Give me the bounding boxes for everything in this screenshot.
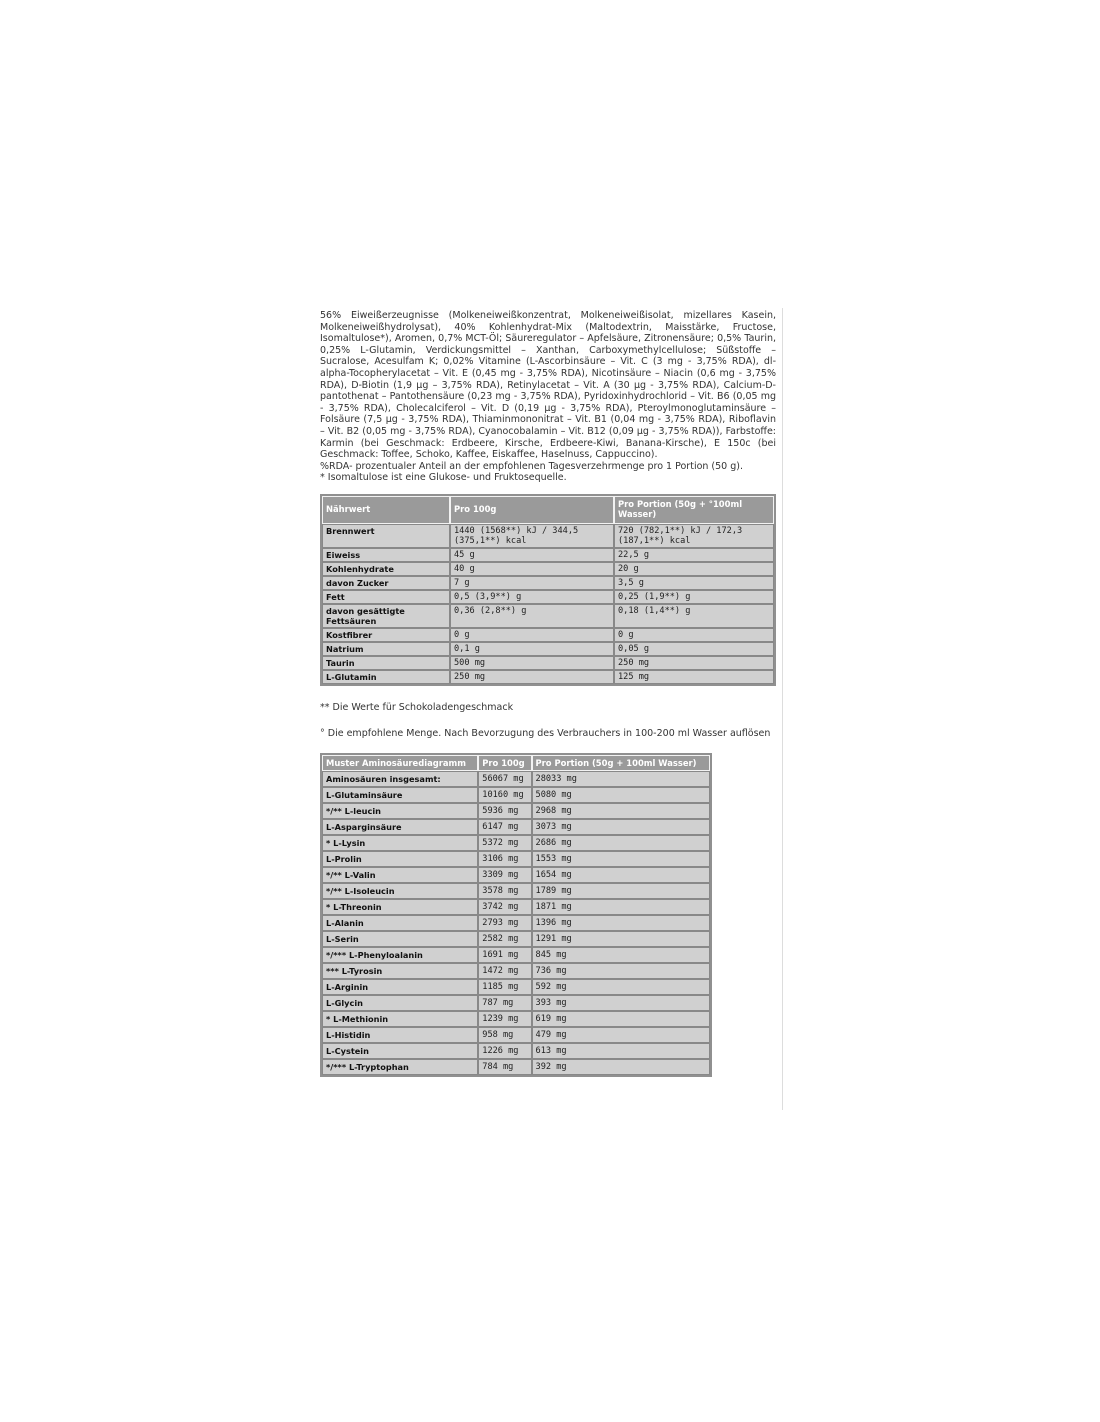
amino-acid-row — [322, 915, 710, 931]
amino-acid-table — [320, 753, 712, 1077]
value-per-100g: 500 mg — [450, 656, 614, 670]
amino-acid-row — [322, 1059, 710, 1075]
value-per-portion: 3,5 g — [614, 576, 774, 590]
value-per-portion: 392 mg — [532, 1059, 710, 1075]
row-label: * L-Threonin — [322, 899, 478, 915]
value-per-100g: 958 mg — [478, 1027, 531, 1043]
row-label: L-Prolin — [322, 851, 478, 867]
value-per-portion: 20 g — [614, 562, 774, 576]
value-per-portion: 1871 mg — [532, 899, 710, 915]
value-per-portion: 3073 mg — [532, 819, 710, 835]
value-per-100g: 1440 (1568**) kJ / 344,5 (375,1**) kcal — [450, 524, 614, 548]
header-pro-portion: Pro Portion (50g + °100ml Wasser) — [614, 496, 774, 524]
value-per-100g: 5372 mg — [478, 835, 531, 851]
value-per-100g: 40 g — [450, 562, 614, 576]
row-label: Eiweiss — [322, 548, 450, 562]
header-pro-100g: Pro 100g — [478, 755, 531, 771]
value-per-100g: 2793 mg — [478, 915, 531, 931]
value-per-portion: 720 (782,1**) kJ / 172,3 (187,1**) kcal — [614, 524, 774, 548]
isomaltulose-note: * Isomaltulose ist eine Glukose- und Fruktosequelle. — [320, 472, 567, 484]
amino-acid-row — [322, 835, 710, 851]
value-per-100g: 784 mg — [478, 1059, 531, 1075]
row-label: */*** L-Tryptophan — [322, 1059, 478, 1075]
header-naehrwert: Nährwert — [322, 496, 450, 524]
value-per-portion: 1789 mg — [532, 883, 710, 899]
row-label: L-Glutamin — [322, 670, 450, 684]
value-per-portion: 1396 mg — [532, 915, 710, 931]
amino-acid-row — [322, 899, 710, 915]
value-per-portion: 0,25 (1,9**) g — [614, 590, 774, 604]
row-label: L-Alanin — [322, 915, 478, 931]
row-label: * L-Methionin — [322, 1011, 478, 1027]
row-label: Brennwert — [322, 524, 450, 548]
value-per-100g: 787 mg — [478, 995, 531, 1011]
value-per-100g: 1472 mg — [478, 963, 531, 979]
value-per-portion: 250 mg — [614, 656, 774, 670]
nutrition-row — [322, 548, 774, 562]
value-per-100g: 2582 mg — [478, 931, 531, 947]
row-label: Aminosäuren insgesamt: — [322, 771, 478, 787]
nutrition-row — [322, 628, 774, 642]
value-per-100g: 0 g — [450, 628, 614, 642]
row-label: Kohlenhydrate — [322, 562, 450, 576]
value-per-100g: 45 g — [450, 548, 614, 562]
value-per-100g: 5936 mg — [478, 803, 531, 819]
value-per-100g: 1691 mg — [478, 947, 531, 963]
value-per-portion: 0 g — [614, 628, 774, 642]
nutrition-table-header — [322, 496, 774, 524]
row-label: davon gesättigte Fettsäuren — [322, 604, 450, 628]
row-label: L-Arginin — [322, 979, 478, 995]
value-per-100g: 1239 mg — [478, 1011, 531, 1027]
row-label: L-Asparginsäure — [322, 819, 478, 835]
amino-acid-row — [322, 787, 710, 803]
ingredients-paragraph: 56% Eiweißerzeugnisse (Molkeneiweißkonzentrat, Molkeneiweißisolat, mizellares Kasein, Molkeneiweißhydrolysat), 40% Kohlenhydrat-Mix (Maltodextrin, Maisstärke, Fructose, Isomaltulose*), Aromen, 0,7% MCT-Öl; Säureregulator – Apfelsäure, Zitronensäure; 0,5% Taurin, 0,25% L-Glutamin, Verdickungsmittel – Xanthan, Carboxymethylcellulose; Süßstoffe – Sucralose, Acesulfam K; 0,02% Vitamine (L-Ascorbinsäure – Vit. C (3 mg - 3,75% RDA), dl-alpha-Tocopherylacetat – Vit. E (0,45 mg - 3,75% RDA), Nicotinsäure – Niacin (0,6 mg - 3,75% RDA), D-Biotin (1,9 µg – 3,75% RDA), Retinylacetat – Vit. A (30 µg - 3,75% RDA), Calcium-D-pantothenat – Pantothensäure (0,23 mg - 3,75% RDA), Pyridoxinhydrochlorid – Vit. B6 (0,05 mg - 3,75% RDA), Cholecalciferol – Vit. D (0,19 µg - 3,75% RDA), Pteroylmonoglutaminsäure – Folsäure (7,5 µg - 3,75% RDA), Thiaminmononitrat – Vit. B1 (0,04 mg - 3,75% RDA), Riboflavin – Vit. B2 (0,05 mg - 3,75% RDA), Cyanocobalamin – Vit. B12 (0,09 µg - 3,75% RDA)), Farbstoffe: Karmin (bei Geschmack: Erdbeere, Kirsche, Erdbeere-Kiwi, Banana-Kirsche), E 150c (bei Geschmack: Toffee, Schoko, Kaffee, Eiskaffee, Haselnuss, Cappuccino). %RDA- prozentualer Anteil an der empfohlenen Tagesverzehrmenge pro 1 Portion (50 g). — [320, 310, 776, 472]
value-per-portion: 2686 mg — [532, 835, 710, 851]
row-label: Natrium — [322, 642, 450, 656]
header-muster-aminosaeurediagramm: Muster Aminosäurediagramm — [322, 755, 478, 771]
row-label: * L-Lysin — [322, 835, 478, 851]
nutrition-row — [322, 590, 774, 604]
value-per-portion: 0,05 g — [614, 642, 774, 656]
row-label: */*** L-Phenyloalanin — [322, 947, 478, 963]
value-per-100g: 10160 mg — [478, 787, 531, 803]
value-per-portion: 1654 mg — [532, 867, 710, 883]
amino-acid-row — [322, 947, 710, 963]
value-per-portion: 1553 mg — [532, 851, 710, 867]
value-per-100g: 3578 mg — [478, 883, 531, 899]
value-per-portion: 393 mg — [532, 995, 710, 1011]
value-per-portion: 2968 mg — [532, 803, 710, 819]
chocolate-footnote: ** Die Werte für Schokoladengeschmack — [320, 701, 514, 713]
nutrition-row — [322, 524, 774, 548]
value-per-portion: 479 mg — [532, 1027, 710, 1043]
row-label: L-Cystein — [322, 1043, 478, 1059]
row-label: *** L-Tyrosin — [322, 963, 478, 979]
header-pro-100g: Pro 100g — [450, 496, 614, 524]
amino-acid-row — [322, 883, 710, 899]
value-per-100g: 6147 mg — [478, 819, 531, 835]
value-per-portion: 592 mg — [532, 979, 710, 995]
row-label: */** L-Isoleucin — [322, 883, 478, 899]
value-per-100g: 3309 mg — [478, 867, 531, 883]
value-per-portion: 845 mg — [532, 947, 710, 963]
row-label: Fett — [322, 590, 450, 604]
amino-acid-row — [322, 851, 710, 867]
nutrition-row — [322, 670, 774, 684]
value-per-100g: 250 mg — [450, 670, 614, 684]
value-per-100g: 1185 mg — [478, 979, 531, 995]
nutrition-row — [322, 562, 774, 576]
product-info-content — [320, 310, 776, 1077]
amino-acid-row — [322, 867, 710, 883]
value-per-100g: 0,5 (3,9**) g — [450, 590, 614, 604]
row-label: davon Zucker — [322, 576, 450, 590]
value-per-portion: 613 mg — [532, 1043, 710, 1059]
value-per-portion: 736 mg — [532, 963, 710, 979]
row-label: L-Glutaminsäure — [322, 787, 478, 803]
value-per-100g: 56067 mg — [478, 771, 531, 787]
header-pro-portion: Pro Portion (50g + 100ml Wasser) — [532, 755, 710, 771]
nutrition-row — [322, 604, 774, 628]
nutrition-table — [320, 494, 776, 686]
row-label: */** L-Valin — [322, 867, 478, 883]
value-per-100g: 3106 mg — [478, 851, 531, 867]
amino-acid-row — [322, 963, 710, 979]
recommended-amount-footnote: ° Die empfohlene Menge. Nach Bevorzugung des Verbrauchers in 100-200 ml Wasser auflösen — [320, 727, 771, 739]
amino-acid-row — [322, 803, 710, 819]
amino-acid-row — [322, 771, 710, 787]
amino-acid-row — [322, 819, 710, 835]
value-per-portion: 28033 mg — [532, 771, 710, 787]
value-per-100g: 0,1 g — [450, 642, 614, 656]
amino-acid-row — [322, 1043, 710, 1059]
vertical-divider — [782, 308, 783, 1110]
amino-acid-row — [322, 995, 710, 1011]
amino-acid-row — [322, 931, 710, 947]
value-per-100g: 1226 mg — [478, 1043, 531, 1059]
row-label: L-Histidin — [322, 1027, 478, 1043]
value-per-portion: 0,18 (1,4**) g — [614, 604, 774, 628]
value-per-portion: 22,5 g — [614, 548, 774, 562]
amino-acid-row — [322, 1011, 710, 1027]
nutrition-row — [322, 576, 774, 590]
amino-acid-row — [322, 979, 710, 995]
row-label: L-Serin — [322, 931, 478, 947]
amino-table-header — [322, 755, 710, 771]
nutrition-row — [322, 642, 774, 656]
value-per-portion: 5080 mg — [532, 787, 710, 803]
value-per-portion: 1291 mg — [532, 931, 710, 947]
amino-acid-row — [322, 1027, 710, 1043]
value-per-portion: 619 mg — [532, 1011, 710, 1027]
row-label: */** L-leucin — [322, 803, 478, 819]
row-label: Taurin — [322, 656, 450, 670]
row-label: Kostfibrer — [322, 628, 450, 642]
value-per-portion: 125 mg — [614, 670, 774, 684]
value-per-100g: 3742 mg — [478, 899, 531, 915]
row-label: L-Glycin — [322, 995, 478, 1011]
value-per-100g: 7 g — [450, 576, 614, 590]
nutrition-row — [322, 656, 774, 670]
value-per-100g: 0,36 (2,8**) g — [450, 604, 614, 628]
